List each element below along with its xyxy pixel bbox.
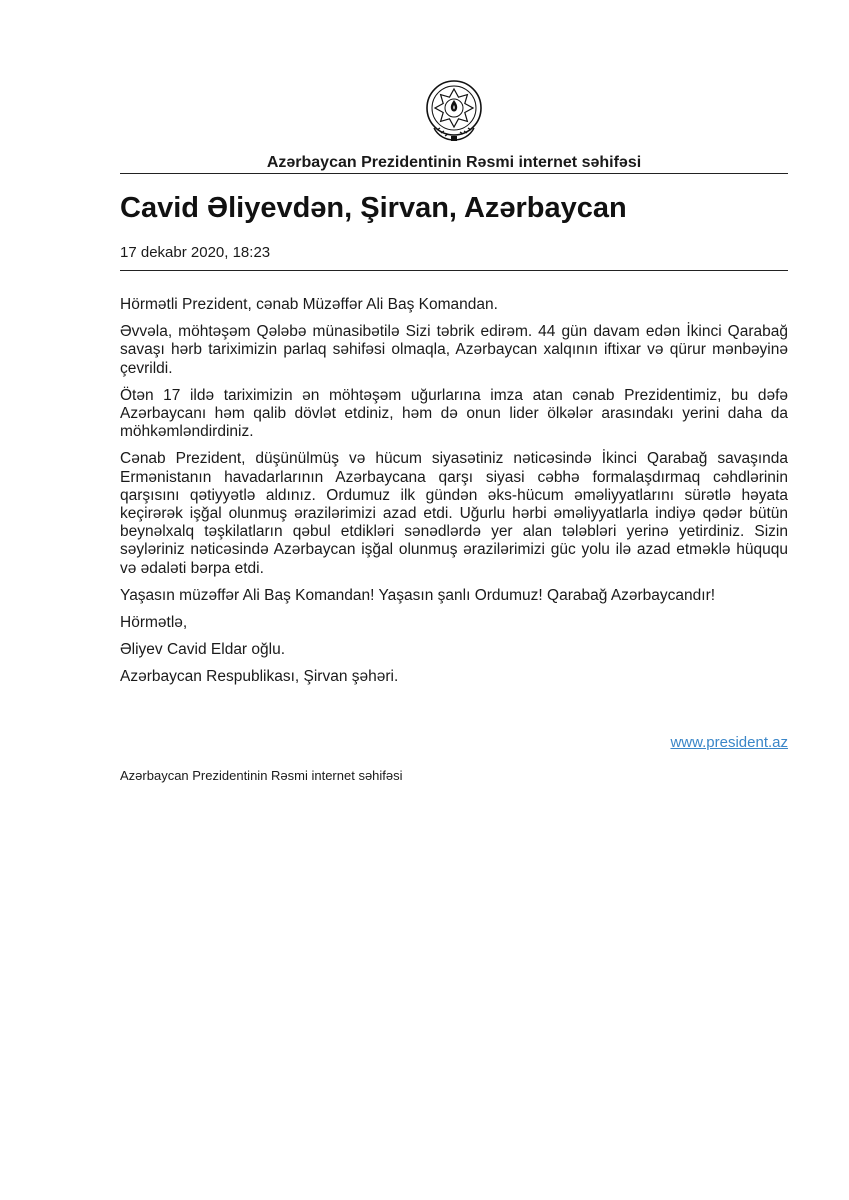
header-divider xyxy=(120,173,788,174)
state-emblem-icon xyxy=(424,78,484,144)
website-link-container xyxy=(120,733,788,753)
website-link[interactable]: www.president.az xyxy=(670,734,788,751)
site-header-title: Azərbaycan Prezidentinin Rəsmi internet səhifəsi xyxy=(266,154,642,171)
article-body xyxy=(120,296,788,696)
article-title: Cavid Əliyevdən, Şirvan, Azərbaycan xyxy=(120,192,627,224)
paragraph-achievements: Ötən 17 ildə tariximizin ən möhtəşəm uğurlarına imza atan cənab Prezidentimiz, bu dəfə Azərbaycanı həm qalib dövlət etdiniz, həm də onun lider ölkələr arasındakı yerini daha da möhkəmləndirdiniz. xyxy=(120,386,788,441)
paragraph-closing: Hörmətlə, xyxy=(120,614,188,632)
article-date: 17 dekabr 2020, 18:23 xyxy=(120,244,271,261)
page-footer: Azərbaycan Prezidentinin Rəsmi internet səhifəsi xyxy=(120,768,403,783)
title-divider xyxy=(120,270,788,271)
paragraph-congratulation: Əvvəla, möhtəşəm Qələbə münasibətilə Sizi təbrik edirəm. 44 gün davam edən İkinci Qarabağ savaşı hərb tariximizin parlaq səhifəsi olmaqla, Azərbaycan xalqının iftixar və qürur mənbəyinə çevrildi. xyxy=(120,323,788,377)
paragraph-slogans: Yaşasın müzəffər Ali Baş Komandan! Yaşasın şanlı Ordumuz! Qarabağ Azərbaycandır! xyxy=(120,586,716,604)
paragraph-signature-place: Azərbaycan Respublikası, Şirvan şəhəri. xyxy=(120,668,399,686)
paragraph-signature-name: Əliyev Cavid Eldar oğlu. xyxy=(120,641,286,659)
paragraph-salutation: Hörmətli Prezident, cənab Müzəffər Ali Baş Komandan. xyxy=(120,296,498,313)
paragraph-policy: Cənab Prezident, düşünülmüş və hücum siyasətiniz nəticəsində İkinci Qarabağ savaşında Ermənistanın havadarlarının Azərbaycana qarşı siyasi cəbhə formalaşdırmaq cəhdlərinin qarşısını qətiyyətlə aldınız. Ordumuz ilk gündən əks-hücum əməliyyatlarını sürətlə həyata keçirərək işğal olunmuş ərazilərimizi azad etdi. Uğurlu hərbi əməliyyatlarla indiyə qədər bütün beynəlxalq təşkilatların qəbul etdikləri sənədlərdə yer alan tələbləri yerinə yetirdiniz. Sizin səyləriniz nəticəsində Azərbaycan işğal olunmuş ərazilərimizi güc yolu ilə azad etməklə hüququ və ədaləti bərpa etdi. xyxy=(120,450,788,577)
